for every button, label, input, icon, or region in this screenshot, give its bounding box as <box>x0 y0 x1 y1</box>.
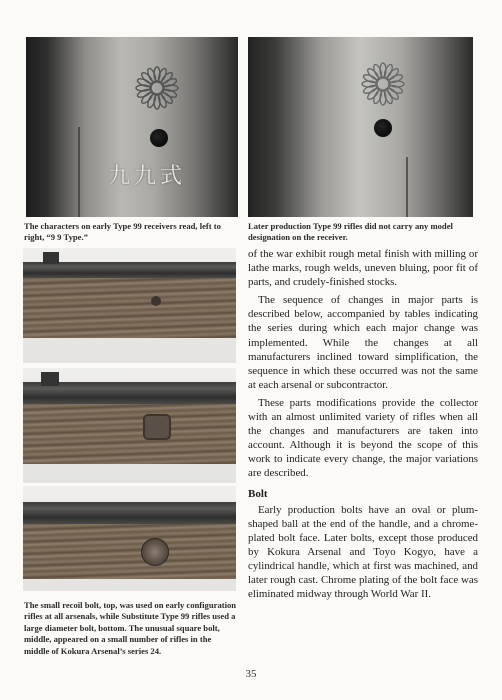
chrysanthemum-emblem-icon <box>360 61 406 107</box>
rifle-stock <box>23 404 236 464</box>
rifle-stock <box>23 278 236 338</box>
bolt-knob <box>151 296 161 306</box>
page-number: 35 <box>245 668 257 680</box>
receiver-hole <box>374 119 392 137</box>
rifle-photo-square-bolt <box>23 368 236 483</box>
receiver-seam <box>78 127 80 217</box>
square-bolt <box>143 414 171 440</box>
receiver-engraving: 九九式 <box>108 164 187 189</box>
body-paragraph: These parts modifications provide the collector with an almost unlimited variety of rifles when all the changes and manufacturers are taken into account. Although it is beyond the scope of this work to indicate every change, the major variations are described. <box>248 396 478 480</box>
body-text-column <box>248 247 478 605</box>
caption-early-receiver: The characters on early Type 99 receivers read, left to right, “9 9 Type.” <box>24 221 221 243</box>
rifle-barrel <box>23 502 236 524</box>
rear-sight <box>41 372 59 386</box>
body-paragraph: Early production bolts have an oval or plum-shaped ball at the end of the handle, and a chrome-plated bolt face. Later bolts, except those produced by Kokura Arsenal and Toyo Kogyo, have a cylindrical handle, which at first was machined, and later rough cast. Chrome plating of the bolt face was eliminated midway through World War II. <box>248 503 478 601</box>
body-paragraph: The sequence of changes in major parts is described below, accompanied by tables indicating the series during which each major change was implemented. While the changes at all manufacturers inclined toward simplification, the sequence in which these occurred was not the same at each arsenal or subcontractor. <box>248 294 478 391</box>
section-heading: Bolt <box>248 487 268 500</box>
caption-late-receiver: Later production Type 99 rifles did not carry any model designation on the receiver. <box>248 221 453 243</box>
body-paragraph: of the war exhibit rough metal finish with milling or lathe marks, rough welds, uneven bluing, poor fit of parts, and crudely-finished stocks. <box>248 248 478 289</box>
rifle-photo-small-bolt <box>23 248 236 363</box>
large-bolt <box>141 538 169 566</box>
caption-bolt-variants: The small recoil bolt, top, was used on early configuration rifles at all arsenals, while Substitute Type 99 rifles used a large diameter bolt, bottom. The unusual square bolt, middle, appeared on a small number of rifles in the middle of Kokura Arsenal’s series 24. <box>24 600 237 656</box>
rear-sight <box>43 252 59 264</box>
receiver-hole <box>150 129 168 147</box>
receiver-photo-early <box>26 37 238 217</box>
rifle-stock <box>23 524 236 579</box>
rifle-photo-large-bolt <box>23 486 236 591</box>
receiver-seam <box>406 157 408 217</box>
receiver-photo-late <box>248 37 473 217</box>
rifle-barrel <box>23 262 236 278</box>
chrysanthemum-emblem-icon <box>134 65 180 111</box>
